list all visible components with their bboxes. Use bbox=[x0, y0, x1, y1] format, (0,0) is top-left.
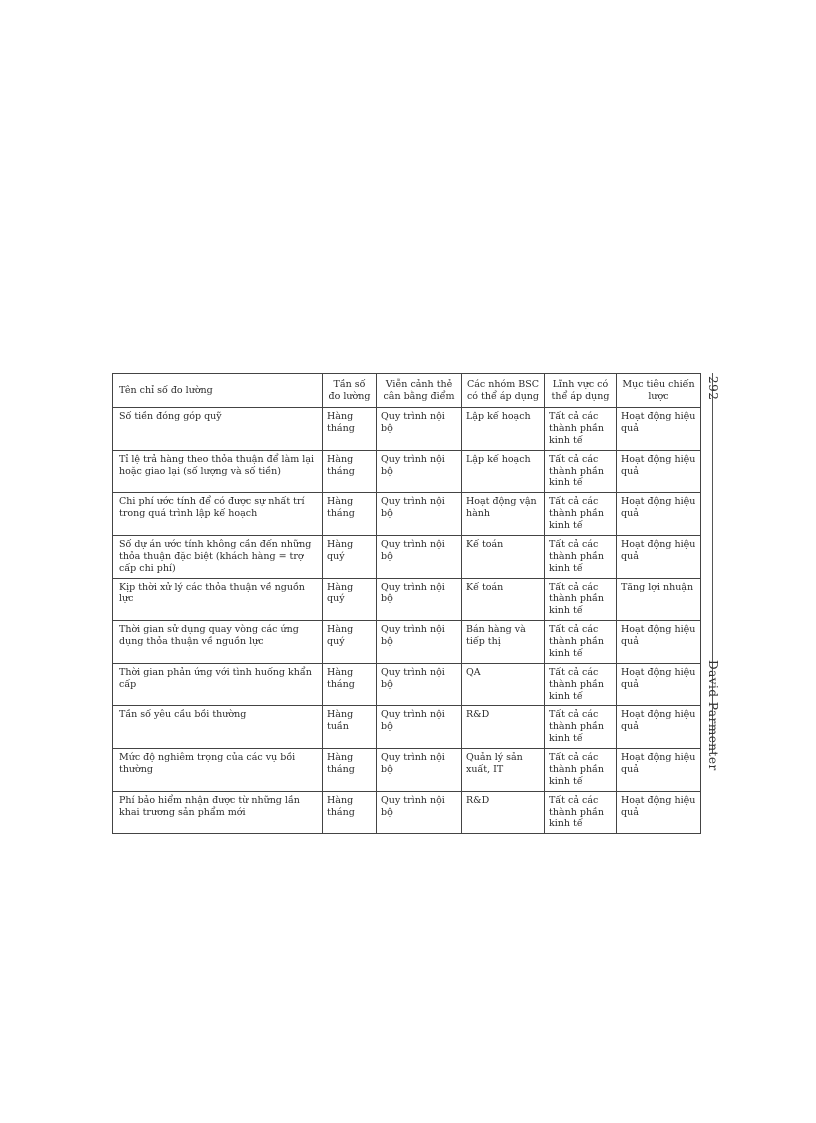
table-row bbox=[113, 578, 701, 621]
cell-measure-name: Thời gian phản ứng với tình huống khẩn cấp bbox=[113, 663, 323, 706]
cell-applicable-sector: Tất cả các thành phần kinh tế bbox=[545, 791, 617, 834]
header-bsc-groups: Các nhóm BSC có thể áp dụng bbox=[462, 374, 545, 408]
cell-measure-name: Tần số yêu cầu bồi thường bbox=[113, 706, 323, 749]
table-row bbox=[113, 663, 701, 706]
cell-applicable-sector: Tất cả các thành phần kinh tế bbox=[545, 450, 617, 493]
cell-bsc-groups: Bán hàng và tiếp thị bbox=[462, 621, 545, 664]
table-row bbox=[113, 450, 701, 493]
cell-measure-name: Thời gian sử dụng quay vòng các ứng dụng thỏa thuận về nguồn lực bbox=[113, 621, 323, 664]
cell-bsc-groups: Lập kế hoạch bbox=[462, 450, 545, 493]
cell-frequency: Hàng tháng bbox=[323, 663, 377, 706]
cell-bsc-perspective: Quy trình nội bộ bbox=[377, 791, 462, 834]
cell-measure-name: Số dự án ước tính không cần đến những thỏa thuận đặc biệt (khách hàng = trợ cấp chi phí) bbox=[113, 535, 323, 578]
cell-bsc-perspective: Quy trình nội bộ bbox=[377, 535, 462, 578]
table-row bbox=[113, 535, 701, 578]
cell-bsc-groups: Quản lý sản xuất, IT bbox=[462, 749, 545, 792]
cell-bsc-perspective: Quy trình nội bộ bbox=[377, 749, 462, 792]
cell-strategic-objective: Hoạt động hiệu quả bbox=[617, 706, 701, 749]
header-measure-name: Tên chỉ số đo lường bbox=[113, 374, 323, 408]
cell-bsc-perspective: Quy trình nội bộ bbox=[377, 493, 462, 536]
cell-bsc-perspective: Quy trình nội bộ bbox=[377, 621, 462, 664]
cell-applicable-sector: Tất cả các thành phần kinh tế bbox=[545, 663, 617, 706]
cell-measure-name: Chi phí ước tính để có được sự nhất trí trong quá trình lập kế hoạch bbox=[113, 493, 323, 536]
cell-strategic-objective: Hoạt động hiệu quả bbox=[617, 791, 701, 834]
table-row bbox=[113, 408, 701, 451]
cell-frequency: Hàng tháng bbox=[323, 791, 377, 834]
cell-frequency: Hàng quý bbox=[323, 535, 377, 578]
cell-bsc-groups: Hoạt động vận hành bbox=[462, 493, 545, 536]
cell-bsc-perspective: Quy trình nội bộ bbox=[377, 450, 462, 493]
cell-bsc-groups: R&D bbox=[462, 791, 545, 834]
header-frequency: Tần số đo lường bbox=[323, 374, 377, 408]
cell-bsc-groups: Lập kế hoạch bbox=[462, 408, 545, 451]
cell-applicable-sector: Tất cả các thành phần kinh tế bbox=[545, 535, 617, 578]
cell-measure-name: Phí bảo hiểm nhận được từ những lần khai trương sản phẩm mới bbox=[113, 791, 323, 834]
cell-bsc-perspective: Quy trình nội bộ bbox=[377, 706, 462, 749]
cell-strategic-objective: Hoạt động hiệu quả bbox=[617, 749, 701, 792]
cell-bsc-groups: Kế toán bbox=[462, 535, 545, 578]
header-strategic-objective: Mục tiêu chiến lược bbox=[617, 374, 701, 408]
cell-bsc-groups: QA bbox=[462, 663, 545, 706]
cell-applicable-sector: Tất cả các thành phần kinh tế bbox=[545, 621, 617, 664]
cell-bsc-groups: Kế toán bbox=[462, 578, 545, 621]
header-applicable-sector: Lĩnh vực có thể áp dụng bbox=[545, 374, 617, 408]
cell-bsc-perspective: Quy trình nội bộ bbox=[377, 578, 462, 621]
cell-frequency: Hàng tháng bbox=[323, 450, 377, 493]
cell-bsc-perspective: Quy trình nội bộ bbox=[377, 663, 462, 706]
running-head-author: David Parmenter bbox=[706, 660, 720, 771]
cell-frequency: Hàng tháng bbox=[323, 408, 377, 451]
header-bsc-perspective: Viễn cảnh thẻ cân bằng điểm bbox=[377, 374, 462, 408]
cell-measure-name: Kịp thời xử lý các thỏa thuận về nguồn lực bbox=[113, 578, 323, 621]
cell-strategic-objective: Hoạt động hiệu quả bbox=[617, 663, 701, 706]
cell-frequency: Hàng tuần bbox=[323, 706, 377, 749]
table-row bbox=[113, 493, 701, 536]
cell-strategic-objective: Hoạt động hiệu quả bbox=[617, 408, 701, 451]
cell-frequency: Hàng quý bbox=[323, 578, 377, 621]
cell-strategic-objective: Tăng lợi nhuận bbox=[617, 578, 701, 621]
table-row bbox=[113, 621, 701, 664]
cell-bsc-perspective: Quy trình nội bộ bbox=[377, 408, 462, 451]
cell-frequency: Hàng tháng bbox=[323, 493, 377, 536]
cell-strategic-objective: Hoạt động hiệu quả bbox=[617, 493, 701, 536]
cell-bsc-groups: R&D bbox=[462, 706, 545, 749]
cell-frequency: Hàng tháng bbox=[323, 749, 377, 792]
cell-strategic-objective: Hoạt động hiệu quả bbox=[617, 535, 701, 578]
cell-measure-name: Số tiền đóng góp quỹ bbox=[113, 408, 323, 451]
table-header-row bbox=[113, 374, 701, 408]
cell-applicable-sector: Tất cả các thành phần kinh tế bbox=[545, 706, 617, 749]
page-number: 292 bbox=[706, 376, 720, 401]
kpi-table bbox=[112, 373, 701, 834]
kpi-table-container bbox=[112, 373, 700, 830]
table-row bbox=[113, 749, 701, 792]
table-row bbox=[113, 791, 701, 834]
cell-applicable-sector: Tất cả các thành phần kinh tế bbox=[545, 749, 617, 792]
table-row bbox=[113, 706, 701, 749]
cell-measure-name: Mức độ nghiêm trọng của các vụ bồi thường bbox=[113, 749, 323, 792]
cell-measure-name: Tỉ lệ trả hàng theo thỏa thuận để làm lại hoặc giao lại (số lượng và số tiền) bbox=[113, 450, 323, 493]
cell-applicable-sector: Tất cả các thành phần kinh tế bbox=[545, 578, 617, 621]
cell-strategic-objective: Hoạt động hiệu quả bbox=[617, 450, 701, 493]
cell-frequency: Hàng quý bbox=[323, 621, 377, 664]
cell-strategic-objective: Hoạt động hiệu quả bbox=[617, 621, 701, 664]
cell-applicable-sector: Tất cả các thành phần kinh tế bbox=[545, 493, 617, 536]
cell-applicable-sector: Tất cả các thành phần kinh tế bbox=[545, 408, 617, 451]
